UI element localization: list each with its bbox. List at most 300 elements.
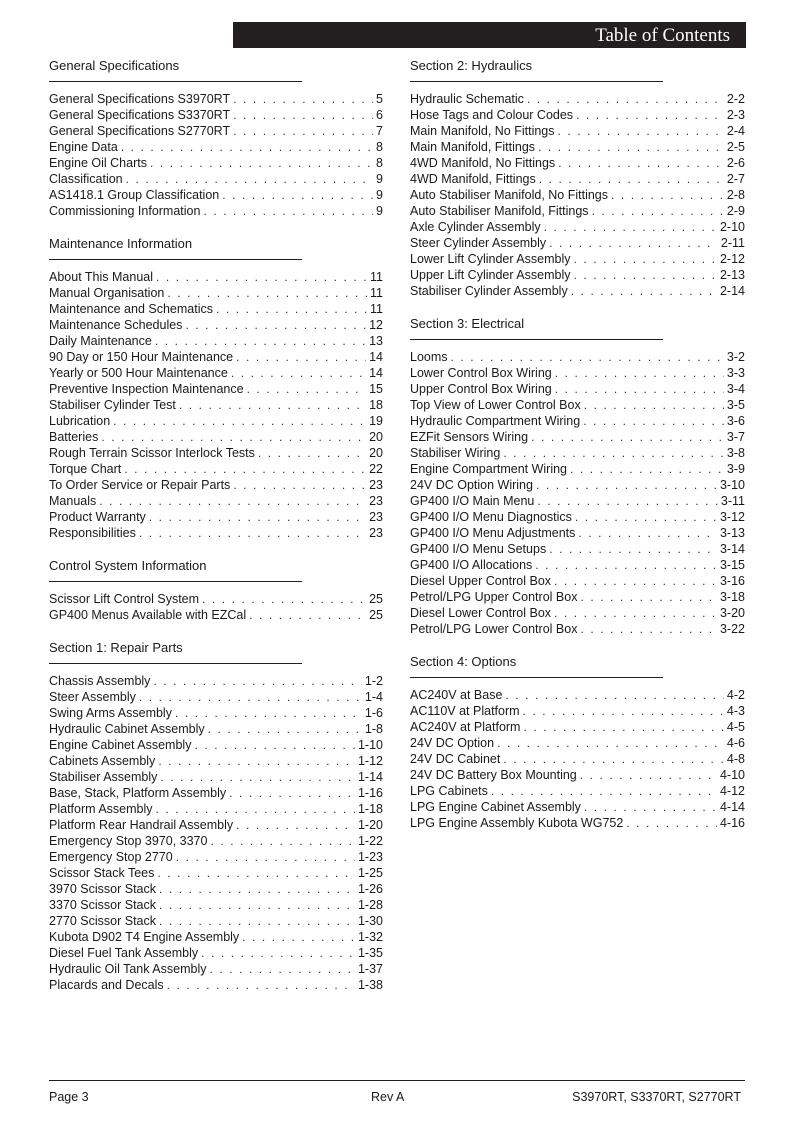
toc-entry-page: 1-35 bbox=[357, 946, 383, 960]
toc-section-section-4-options bbox=[410, 654, 745, 831]
toc-entry-page: 14 bbox=[369, 350, 383, 364]
toc-entry-title: General Specifications S3970RT bbox=[49, 92, 231, 106]
toc-entry[interactable] bbox=[410, 477, 745, 493]
dot-leader bbox=[233, 123, 373, 139]
toc-entry[interactable] bbox=[49, 769, 383, 785]
dot-leader bbox=[176, 849, 355, 865]
toc-entry-title: Emergency Stop 3970, 3370 bbox=[49, 834, 208, 848]
toc-entry-page: 1-4 bbox=[364, 690, 383, 704]
dot-leader bbox=[202, 591, 366, 607]
dot-leader bbox=[491, 783, 717, 799]
toc-entry-page: 6 bbox=[376, 108, 383, 122]
toc-entry-title: Engine Cabinet Assembly bbox=[49, 738, 192, 752]
toc-entry[interactable] bbox=[49, 413, 383, 429]
toc-entry-title: 3970 Scissor Stack bbox=[49, 882, 156, 896]
toc-entry-title: 24V DC Option bbox=[410, 736, 495, 750]
toc-column-left bbox=[49, 58, 383, 1010]
toc-entry-page: 3-10 bbox=[719, 478, 745, 492]
toc-entry-page: 2-6 bbox=[726, 156, 745, 170]
toc-entry[interactable] bbox=[49, 509, 383, 525]
section-heading: Section 3: Electrical bbox=[410, 316, 663, 340]
toc-entry[interactable] bbox=[49, 591, 383, 607]
toc-entry[interactable] bbox=[410, 283, 745, 299]
toc-entry-title: Stabiliser Cylinder Test bbox=[49, 398, 176, 412]
toc-entry[interactable] bbox=[410, 605, 745, 621]
toc-entry-title: Placards and Decals bbox=[49, 978, 164, 992]
toc-entry-page: 4-10 bbox=[719, 768, 745, 782]
toc-entry[interactable] bbox=[49, 445, 383, 461]
dot-leader bbox=[580, 589, 717, 605]
toc-entry[interactable] bbox=[49, 365, 383, 381]
toc-entry-page: 1-30 bbox=[357, 914, 383, 928]
toc-entry[interactable] bbox=[49, 705, 383, 721]
dot-leader bbox=[558, 155, 724, 171]
dot-leader bbox=[549, 235, 718, 251]
toc-entry[interactable] bbox=[49, 849, 383, 865]
toc-entry-title: Cabinets Assembly bbox=[49, 754, 156, 768]
toc-entry-page: 1-26 bbox=[357, 882, 383, 896]
dot-leader bbox=[576, 107, 724, 123]
toc-entry-title: GP400 I/O Menu Adjustments bbox=[410, 526, 576, 540]
dot-leader bbox=[233, 477, 366, 493]
toc-entry[interactable] bbox=[49, 833, 383, 849]
toc-entry[interactable] bbox=[49, 477, 383, 493]
toc-entry[interactable] bbox=[49, 929, 383, 945]
toc-entry-page: 1-38 bbox=[357, 978, 383, 992]
toc-entry[interactable] bbox=[410, 397, 745, 413]
dot-leader bbox=[544, 219, 717, 235]
toc-entry[interactable] bbox=[410, 267, 745, 283]
dot-leader bbox=[578, 525, 717, 541]
dot-leader bbox=[451, 349, 724, 365]
toc-entry[interactable] bbox=[410, 589, 745, 605]
toc-entry-title: Upper Lift Cylinder Assembly bbox=[410, 268, 571, 282]
dot-leader bbox=[570, 461, 724, 477]
toc-entry[interactable] bbox=[410, 187, 745, 203]
toc-entry[interactable] bbox=[49, 333, 383, 349]
toc-entry[interactable] bbox=[49, 737, 383, 753]
toc-entry[interactable] bbox=[49, 897, 383, 913]
toc-entry[interactable] bbox=[49, 977, 383, 993]
toc-entry-title: Manuals bbox=[49, 494, 97, 508]
toc-entry[interactable] bbox=[49, 123, 383, 139]
toc-entry[interactable] bbox=[410, 365, 745, 381]
toc-entry-title: Engine Data bbox=[49, 140, 118, 154]
toc-entry-title: Yearly or 500 Hour Maintenance bbox=[49, 366, 228, 380]
dot-leader bbox=[535, 557, 717, 573]
toc-entry[interactable] bbox=[49, 913, 383, 929]
toc-entry-page: 3-3 bbox=[726, 366, 745, 380]
toc-entry-page: 3-18 bbox=[719, 590, 745, 604]
toc-column-right bbox=[410, 58, 745, 848]
toc-entry-title: To Order Service or Repair Parts bbox=[49, 478, 231, 492]
dot-leader bbox=[159, 913, 355, 929]
dot-leader bbox=[523, 703, 724, 719]
toc-entry[interactable] bbox=[49, 607, 383, 623]
dot-leader bbox=[201, 945, 355, 961]
toc-entry[interactable] bbox=[410, 155, 745, 171]
dot-leader bbox=[555, 365, 724, 381]
toc-entry-title: LPG Engine Cabinet Assembly bbox=[410, 800, 581, 814]
toc-entry-title: Top View of Lower Control Box bbox=[410, 398, 581, 412]
dot-leader bbox=[216, 301, 367, 317]
toc-entry[interactable] bbox=[410, 509, 745, 525]
section-heading: Section 1: Repair Parts bbox=[49, 640, 302, 664]
dot-leader bbox=[124, 461, 366, 477]
toc-entry-title: GP400 Menus Available with EZCal bbox=[49, 608, 247, 622]
toc-entry[interactable] bbox=[410, 413, 745, 429]
dot-leader bbox=[160, 769, 355, 785]
toc-entry[interactable] bbox=[49, 155, 383, 171]
toc-entry-title: Lower Lift Cylinder Assembly bbox=[410, 252, 571, 266]
toc-section-control-system-information bbox=[49, 558, 383, 623]
toc-entry[interactable] bbox=[49, 525, 383, 541]
toc-entry-title: Lubrication bbox=[49, 414, 111, 428]
dot-leader bbox=[210, 833, 355, 849]
toc-entry[interactable] bbox=[49, 461, 383, 477]
dot-leader bbox=[159, 897, 355, 913]
dot-leader bbox=[153, 673, 361, 689]
dot-leader bbox=[573, 267, 716, 283]
toc-entry-page: 7 bbox=[376, 124, 383, 138]
toc-entry-page: 3-16 bbox=[719, 574, 745, 588]
toc-entry[interactable] bbox=[49, 673, 383, 689]
toc-entry-title: Engine Oil Charts bbox=[49, 156, 147, 170]
toc-entry-page: 2-13 bbox=[719, 268, 745, 282]
toc-entry[interactable] bbox=[49, 171, 383, 187]
toc-entry[interactable] bbox=[49, 493, 383, 509]
toc-entry[interactable] bbox=[49, 349, 383, 365]
toc-entry-page: 2-2 bbox=[726, 92, 745, 106]
toc-entry[interactable] bbox=[410, 783, 745, 799]
dot-leader bbox=[175, 705, 362, 721]
dot-leader bbox=[113, 413, 366, 429]
toc-entry[interactable] bbox=[410, 687, 745, 703]
section-heading: Section 2: Hydraulics bbox=[410, 58, 663, 82]
toc-entry-page: 11 bbox=[370, 270, 383, 284]
toc-entry-title: EZFit Sensors Wiring bbox=[410, 430, 529, 444]
header-title-bar bbox=[233, 22, 746, 48]
dot-leader bbox=[626, 815, 717, 831]
toc-section-maintenance-information bbox=[49, 236, 383, 541]
dot-leader bbox=[497, 735, 724, 751]
toc-entry-list bbox=[410, 349, 745, 637]
toc-entry-page: 4-5 bbox=[726, 720, 745, 734]
dot-leader bbox=[233, 91, 373, 107]
toc-entry-title: 2770 Scissor Stack bbox=[49, 914, 156, 928]
toc-entry-title: Scissor Stack Tees bbox=[49, 866, 155, 880]
toc-entry[interactable] bbox=[410, 541, 745, 557]
dot-leader bbox=[231, 365, 366, 381]
toc-entry[interactable] bbox=[49, 865, 383, 881]
toc-entry-title: General Specifications S3370RT bbox=[49, 108, 231, 122]
toc-entry-page: 5 bbox=[376, 92, 383, 106]
toc-entry[interactable] bbox=[410, 203, 745, 219]
dot-leader bbox=[229, 785, 355, 801]
dot-leader bbox=[258, 445, 366, 461]
toc-entry-title: Platform Assembly bbox=[49, 802, 153, 816]
toc-entry-title: GP400 I/O Menu Diagnostics bbox=[410, 510, 572, 524]
toc-entry-page: 3-12 bbox=[719, 510, 745, 524]
footer-page-number: Page 3 bbox=[49, 1090, 89, 1104]
toc-entry-page: 11 bbox=[370, 286, 383, 300]
toc-entry[interactable] bbox=[410, 91, 745, 107]
toc-entry[interactable] bbox=[49, 721, 383, 737]
dot-leader bbox=[249, 607, 366, 623]
dot-leader bbox=[537, 493, 718, 509]
toc-entry-list bbox=[410, 687, 745, 831]
toc-entry-page: 19 bbox=[369, 414, 383, 428]
toc-entry[interactable] bbox=[49, 961, 383, 977]
toc-entry-title: Commissioning Information bbox=[49, 204, 201, 218]
section-heading: Maintenance Information bbox=[49, 236, 302, 260]
dot-leader bbox=[580, 767, 717, 783]
toc-entry[interactable] bbox=[410, 171, 745, 187]
toc-entry-page: 2-3 bbox=[726, 108, 745, 122]
toc-entry[interactable] bbox=[49, 269, 383, 285]
toc-entry[interactable] bbox=[49, 429, 383, 445]
toc-entry-page: 25 bbox=[369, 592, 383, 606]
dot-leader bbox=[139, 525, 366, 541]
toc-entry-title: Hydraulic Compartment Wiring bbox=[410, 414, 581, 428]
toc-entry[interactable] bbox=[410, 445, 745, 461]
footer-divider bbox=[49, 1080, 745, 1081]
toc-entry-list bbox=[49, 591, 383, 623]
section-heading: Control System Information bbox=[49, 558, 302, 582]
toc-entry-page: 2-7 bbox=[726, 172, 745, 186]
toc-entry-page: 15 bbox=[369, 382, 383, 396]
page-title: Table of Contents bbox=[595, 25, 730, 46]
toc-entry-page: 4-3 bbox=[726, 704, 745, 718]
toc-entry[interactable] bbox=[49, 139, 383, 155]
dot-leader bbox=[571, 283, 717, 299]
toc-entry[interactable] bbox=[49, 689, 383, 705]
toc-entry[interactable] bbox=[49, 881, 383, 897]
toc-entry-title: LPG Cabinets bbox=[410, 784, 488, 798]
toc-entry[interactable] bbox=[49, 817, 383, 833]
toc-entry[interactable] bbox=[410, 139, 745, 155]
toc-entry-page: 1-12 bbox=[357, 754, 383, 768]
toc-entry[interactable] bbox=[410, 767, 745, 783]
toc-entry-title: Preventive Inspection Maintenance bbox=[49, 382, 244, 396]
toc-entry[interactable] bbox=[410, 815, 745, 831]
toc-entry-title: Rough Terrain Scissor Interlock Tests bbox=[49, 446, 255, 460]
dot-leader bbox=[592, 203, 724, 219]
toc-entry-page: 1-23 bbox=[357, 850, 383, 864]
toc-entry-title: 24V DC Cabinet bbox=[410, 752, 501, 766]
dot-leader bbox=[555, 381, 724, 397]
toc-entry-title: Hose Tags and Colour Codes bbox=[410, 108, 574, 122]
toc-entry[interactable] bbox=[49, 785, 383, 801]
toc-entry-page: 3-2 bbox=[726, 350, 745, 364]
dot-leader bbox=[584, 799, 717, 815]
toc-entry[interactable] bbox=[49, 801, 383, 817]
dot-leader bbox=[179, 397, 366, 413]
toc-entry-page: 13 bbox=[369, 334, 383, 348]
toc-entry-title: Chassis Assembly bbox=[49, 674, 151, 688]
toc-entry[interactable] bbox=[410, 719, 745, 735]
toc-entry-page: 1-14 bbox=[357, 770, 383, 784]
dot-leader bbox=[185, 317, 366, 333]
dot-leader bbox=[139, 689, 362, 705]
toc-entry-page: 3-14 bbox=[719, 542, 745, 556]
toc-entry[interactable] bbox=[410, 107, 745, 123]
toc-entry[interactable] bbox=[49, 285, 383, 301]
dot-leader bbox=[158, 753, 355, 769]
toc-entry-page: 9 bbox=[376, 188, 383, 202]
toc-entry-page: 3-11 bbox=[720, 494, 745, 508]
toc-entry-page: 2-8 bbox=[726, 188, 745, 202]
toc-entry[interactable] bbox=[49, 107, 383, 123]
dot-leader bbox=[536, 477, 717, 493]
footer-revision: Rev A bbox=[371, 1090, 405, 1104]
toc-entry-title: Lower Control Box Wiring bbox=[410, 366, 552, 380]
toc-entry-title: Petrol/LPG Lower Control Box bbox=[410, 622, 578, 636]
dot-leader bbox=[101, 429, 366, 445]
toc-entry-title: Manual Organisation bbox=[49, 286, 165, 300]
toc-entry[interactable] bbox=[410, 799, 745, 815]
toc-entry[interactable] bbox=[410, 493, 745, 509]
toc-entry-title: Daily Maintenance bbox=[49, 334, 152, 348]
dot-leader bbox=[208, 721, 362, 737]
dot-leader bbox=[194, 737, 355, 753]
toc-entry-page: 11 bbox=[370, 302, 383, 316]
toc-entry-title: Petrol/LPG Upper Control Box bbox=[410, 590, 578, 604]
toc-entry-title: Base, Stack, Platform Assembly bbox=[49, 786, 227, 800]
toc-entry-page: 23 bbox=[369, 510, 383, 524]
toc-entry-page: 1-18 bbox=[357, 802, 383, 816]
toc-entry-title: Steer Cylinder Assembly bbox=[410, 236, 547, 250]
dot-leader bbox=[156, 801, 355, 817]
dot-leader bbox=[126, 171, 373, 187]
toc-entry-page: 2-9 bbox=[726, 204, 745, 218]
toc-entry-title: 3370 Scissor Stack bbox=[49, 898, 156, 912]
toc-entry[interactable] bbox=[49, 187, 383, 203]
toc-entry-page: 3-20 bbox=[719, 606, 745, 620]
dot-leader bbox=[531, 429, 724, 445]
toc-entry[interactable] bbox=[49, 753, 383, 769]
toc-entry-title: 24V DC Option Wiring bbox=[410, 478, 533, 492]
toc-entry-title: About This Manual bbox=[49, 270, 153, 284]
dot-leader bbox=[167, 285, 367, 301]
toc-entry-title: Diesel Lower Control Box bbox=[410, 606, 552, 620]
toc-section-section-3-electrical bbox=[410, 316, 745, 637]
dot-leader bbox=[149, 509, 366, 525]
toc-entry-title: Hydraulic Schematic bbox=[410, 92, 524, 106]
toc-entry-page: 1-20 bbox=[357, 818, 383, 832]
toc-entry-title: Upper Control Box Wiring bbox=[410, 382, 552, 396]
toc-entry-title: Kubota D902 T4 Engine Assembly bbox=[49, 930, 240, 944]
toc-entry-page: 1-22 bbox=[357, 834, 383, 848]
toc-entry[interactable] bbox=[410, 461, 745, 477]
toc-entry[interactable] bbox=[410, 525, 745, 541]
toc-entry-title: Diesel Upper Control Box bbox=[410, 574, 552, 588]
toc-entry-title: Swing Arms Assembly bbox=[49, 706, 172, 720]
toc-entry[interactable] bbox=[49, 317, 383, 333]
toc-entry-page: 4-14 bbox=[719, 800, 745, 814]
toc-entry[interactable] bbox=[410, 251, 745, 267]
toc-entry[interactable] bbox=[410, 735, 745, 751]
toc-entry-title: Platform Rear Handrail Assembly bbox=[49, 818, 234, 832]
dot-leader bbox=[167, 977, 355, 993]
toc-entry[interactable] bbox=[49, 301, 383, 317]
section-heading: General Specifications bbox=[49, 58, 302, 82]
dot-leader bbox=[157, 865, 355, 881]
toc-entry-page: 23 bbox=[369, 478, 383, 492]
toc-entry[interactable] bbox=[410, 123, 745, 139]
toc-entry-title: Hydraulic Cabinet Assembly bbox=[49, 722, 205, 736]
toc-entry-title: AC240V at Platform bbox=[410, 720, 521, 734]
toc-entry-title: General Specifications S2770RT bbox=[49, 124, 231, 138]
toc-section-section-2-hydraulics bbox=[410, 58, 745, 299]
toc-entry-list bbox=[49, 673, 383, 993]
toc-entry-page: 3-9 bbox=[726, 462, 745, 476]
toc-entry-page: 20 bbox=[369, 446, 383, 460]
dot-leader bbox=[159, 881, 355, 897]
toc-entry-title: Steer Assembly bbox=[49, 690, 136, 704]
toc-entry-title: AC110V at Platform bbox=[410, 704, 520, 718]
footer-models: S3970RT, S3370RT, S2770RT bbox=[572, 1090, 741, 1104]
dot-leader bbox=[611, 187, 724, 203]
toc-entry[interactable] bbox=[410, 621, 745, 637]
toc-entry[interactable] bbox=[410, 235, 745, 251]
toc-entry-title: Hydraulic Oil Tank Assembly bbox=[49, 962, 207, 976]
toc-entry-page: 1-28 bbox=[357, 898, 383, 912]
toc-entry[interactable] bbox=[410, 557, 745, 573]
dot-leader bbox=[121, 139, 373, 155]
dot-leader bbox=[99, 493, 366, 509]
toc-entry[interactable] bbox=[410, 703, 745, 719]
dot-leader bbox=[203, 203, 373, 219]
toc-entry-page: 14 bbox=[369, 366, 383, 380]
dot-leader bbox=[236, 817, 355, 833]
toc-entry[interactable] bbox=[49, 945, 383, 961]
toc-entry-title: 4WD Manifold, Fittings bbox=[410, 172, 536, 186]
toc-entry[interactable] bbox=[49, 381, 383, 397]
toc-entry-title: Engine Compartment Wiring bbox=[410, 462, 568, 476]
toc-entry-title: LPG Engine Assembly Kubota WG752 bbox=[410, 816, 624, 830]
toc-entry-page: 4-12 bbox=[719, 784, 745, 798]
toc-entry[interactable] bbox=[49, 203, 383, 219]
toc-entry[interactable] bbox=[410, 349, 745, 365]
toc-entry[interactable] bbox=[410, 573, 745, 589]
toc-entry[interactable] bbox=[410, 429, 745, 445]
dot-leader bbox=[580, 621, 717, 637]
toc-entry-page: 2-4 bbox=[726, 124, 745, 138]
toc-entry[interactable] bbox=[49, 397, 383, 413]
toc-entry[interactable] bbox=[410, 751, 745, 767]
dot-leader bbox=[222, 187, 373, 203]
toc-entry-page: 22 bbox=[369, 462, 383, 476]
dot-leader bbox=[538, 139, 724, 155]
toc-entry-title: AC240V at Base bbox=[410, 688, 503, 702]
toc-entry-page: 2-10 bbox=[719, 220, 745, 234]
toc-entry-page: 1-10 bbox=[357, 738, 383, 752]
dot-leader bbox=[233, 107, 373, 123]
dot-leader bbox=[549, 541, 717, 557]
toc-entry-title: Classification bbox=[49, 172, 123, 186]
toc-entry-title: Batteries bbox=[49, 430, 99, 444]
dot-leader bbox=[558, 123, 724, 139]
toc-entry-page: 23 bbox=[369, 494, 383, 508]
toc-entry-page: 3-7 bbox=[726, 430, 745, 444]
dot-leader bbox=[236, 349, 366, 365]
dot-leader bbox=[150, 155, 373, 171]
toc-entry[interactable] bbox=[410, 219, 745, 235]
toc-entry[interactable] bbox=[410, 381, 745, 397]
toc-entry[interactable] bbox=[49, 91, 383, 107]
toc-entry-title: Diesel Fuel Tank Assembly bbox=[49, 946, 199, 960]
